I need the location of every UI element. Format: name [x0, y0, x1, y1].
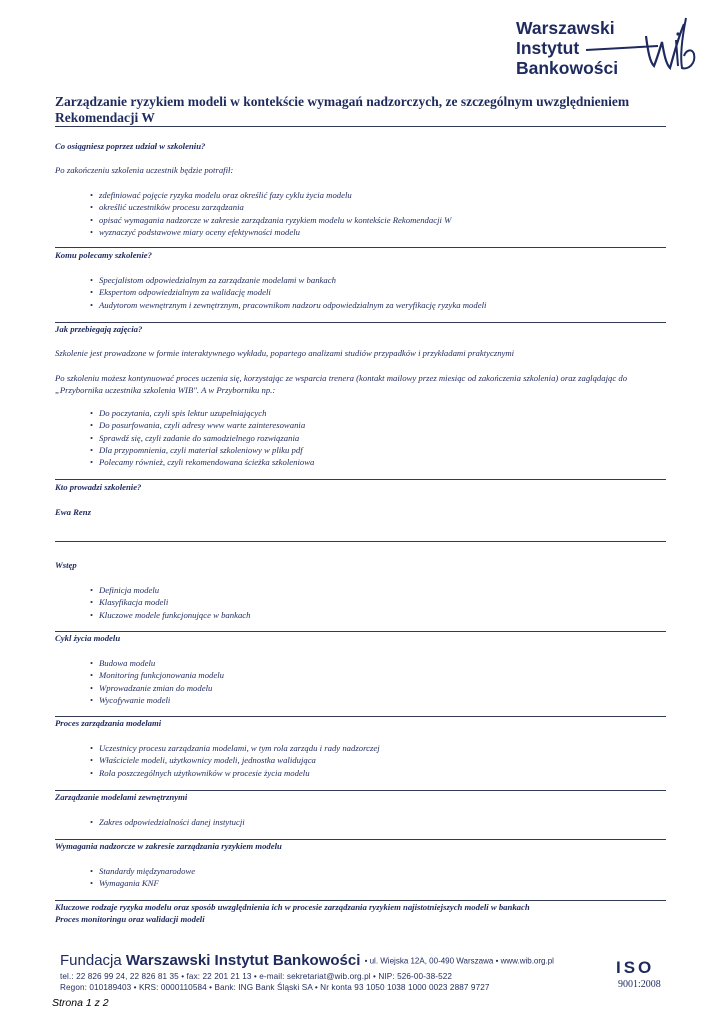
footer-registry: Regon: 010189403 • KRS: 0000110584 • Bank: ING Bank Śląski SA • Nr konta 93 1050 1038 1000 0023 2887 9727 — [60, 983, 490, 992]
footer-org-name: Warszawski Instytut Bankowości — [125, 952, 361, 969]
iso-mark: ISO — [616, 958, 655, 977]
list-item: • Zakres odpowiedzialności danej instytucji — [90, 816, 245, 828]
format-paragraph-2: Po szkoleniu możesz kontynuować proces uczenia się, korzystając ze wsparcia trenera (kontakt mailowy przez miesiąc od zakończenia szkolenia) oraz zaglądając do „Przybornika uczestnika szkolenia WIB". A w Przyborniku np.: — [55, 373, 628, 395]
toolbox-list — [90, 407, 314, 468]
footer-address: • ul. Wiejska 12A, 00-490 Warszawa • www.wib.org.pl — [364, 956, 554, 966]
footer-org — [60, 952, 554, 969]
list-item: • zdefiniować pojęcie ryzyka modelu oraz określić fazy cyklu życia modelu — [90, 189, 451, 201]
list-item: • Polecamy również, czyli rekomendowana ścieżka szkoleniowa — [90, 456, 314, 468]
list-item: • Sprawdź się, czyli zadanie do samodzielnego rozwiązania — [90, 432, 314, 444]
gain-list — [90, 189, 451, 238]
requirements-list — [90, 865, 195, 890]
section-heading-external: Zarządzanie modelami zewnętrznymi — [55, 792, 188, 802]
footer-contact: tel.: 22 826 99 24, 22 826 81 35 • fax: 22 201 21 13 • e-mail: sekretariat@wib.org.pl • NIP: 526-00-38-522 — [60, 972, 453, 981]
list-item: • Audytorom wewnętrznym i zewnętrznym, pracownikom nadzoru odpowiedzialnym za weryfikację ryzyka modeli — [90, 299, 486, 311]
trainer-name: Ewa Renz — [55, 507, 91, 517]
list-item: • Klasyfikacja modeli — [90, 596, 251, 608]
list-item: • Specjalistom odpowiedzialnym za zarządzanie modelami w bankach — [90, 274, 486, 286]
list-item: • Wprowadzanie zmian do modelu — [90, 682, 224, 694]
section-heading-intro: Wstęp — [55, 560, 77, 570]
divider — [55, 839, 666, 840]
format-paragraph-1: Szkolenie jest prowadzone w formie interaktywnego wykładu, popartego analizami studiów przypadków i przykładami praktycznymi — [55, 348, 515, 358]
list-item: • określić uczestników procesu zarządzania — [90, 201, 451, 213]
iso-standard: 9001:2008 — [618, 979, 661, 990]
divider — [55, 716, 666, 717]
section-heading-lifecycle: Cykl życia modelu — [55, 633, 121, 643]
divider — [55, 541, 666, 542]
page-number: Strona 1 z 2 — [52, 997, 109, 1009]
list-item: • Uczestnicy procesu zarządzania modelami, w tym rola zarządu i rady nadzorczej — [90, 742, 380, 754]
gain-intro: Po zakończeniu szkolenia uczestnik będzie potrafił: — [55, 165, 234, 175]
list-item: • Monitoring funkcjonowania modelu — [90, 669, 224, 681]
external-list — [90, 816, 245, 828]
divider — [55, 126, 666, 127]
list-item: • Wymagania KNF — [90, 877, 195, 889]
footer — [60, 952, 710, 996]
list-item: • Do posurfowania, czyli adresy www warte zainteresowania — [90, 419, 314, 431]
section-heading-audience: Komu polecamy szkolenie? — [55, 250, 153, 260]
audience-list — [90, 274, 486, 311]
section-heading-gain: Co osiągniesz poprzez udział w szkoleniu? — [55, 141, 206, 151]
list-item: • Standardy międzynarodowe — [90, 865, 195, 877]
divider — [55, 247, 666, 248]
section-heading-process: Proces zarządzania modelami — [55, 718, 162, 728]
list-item: • opisać wymagania nadzorcze w zakresie zarządzania ryzykiem modelu w kontekście Rekomendacji W — [90, 214, 451, 226]
lifecycle-list — [90, 657, 224, 706]
list-item: • Dla przypomnienia, czyli materiał szkoleniowy w pliku pdf — [90, 444, 314, 456]
logo-line-3: Bankowości — [516, 58, 619, 78]
list-item: • Do poczytania, czyli spis lektur uzupełniających — [90, 407, 314, 419]
wib-signature-icon — [508, 10, 708, 88]
section-heading-risk-types: Kluczowe rodzaje ryzyka modelu oraz sposób uwzględnienia ich w procesie zarządzania ryzykiem najistotniejszych modeli w bankach — [55, 902, 530, 912]
list-item: • Rola poszczególnych użytkowników w procesie życia modelu — [90, 767, 380, 779]
list-item: • Budowa modelu — [90, 657, 224, 669]
section-heading-format: Jak przebiegają zajęcia? — [55, 324, 143, 334]
divider — [55, 322, 666, 323]
divider — [55, 631, 666, 632]
list-item: • Wycofywanie modeli — [90, 694, 224, 706]
wib-logo — [508, 10, 708, 88]
process-list — [90, 742, 380, 779]
footer-org-prefix: Fundacja — [60, 952, 126, 969]
list-item: • Ekspertom odpowiedzialnym za walidację modeli — [90, 286, 486, 298]
divider — [55, 479, 666, 480]
list-item: • Kluczowe modele funkcjonujące w bankach — [90, 609, 251, 621]
divider — [55, 790, 666, 791]
list-item: • wyznaczyć podstawowe miary oceny efektywności modelu — [90, 226, 451, 238]
page-title: Zarządzanie ryzykiem modeli w kontekście wymagań nadzorczych, ze szczególnym uwzględnieniem Rekomendacji W — [55, 94, 630, 125]
list-item: • Właściciele modeli, użytkownicy modeli, jednostka walidująca — [90, 754, 380, 766]
logo-line-1: Warszawski — [516, 18, 615, 38]
list-item: • Definicja modelu — [90, 584, 251, 596]
section-heading-requirements: Wymagania nadzorcze w zakresie zarządzania ryzykiem modelu — [55, 841, 282, 851]
logo-line-2: Instytut — [516, 38, 580, 58]
section-heading-trainer: Kto prowadzi szkolenie? — [55, 482, 142, 492]
section-heading-monitoring: Proces monitoringu oraz walidacji modeli — [55, 914, 205, 924]
intro-list — [90, 584, 251, 621]
divider — [55, 900, 666, 901]
